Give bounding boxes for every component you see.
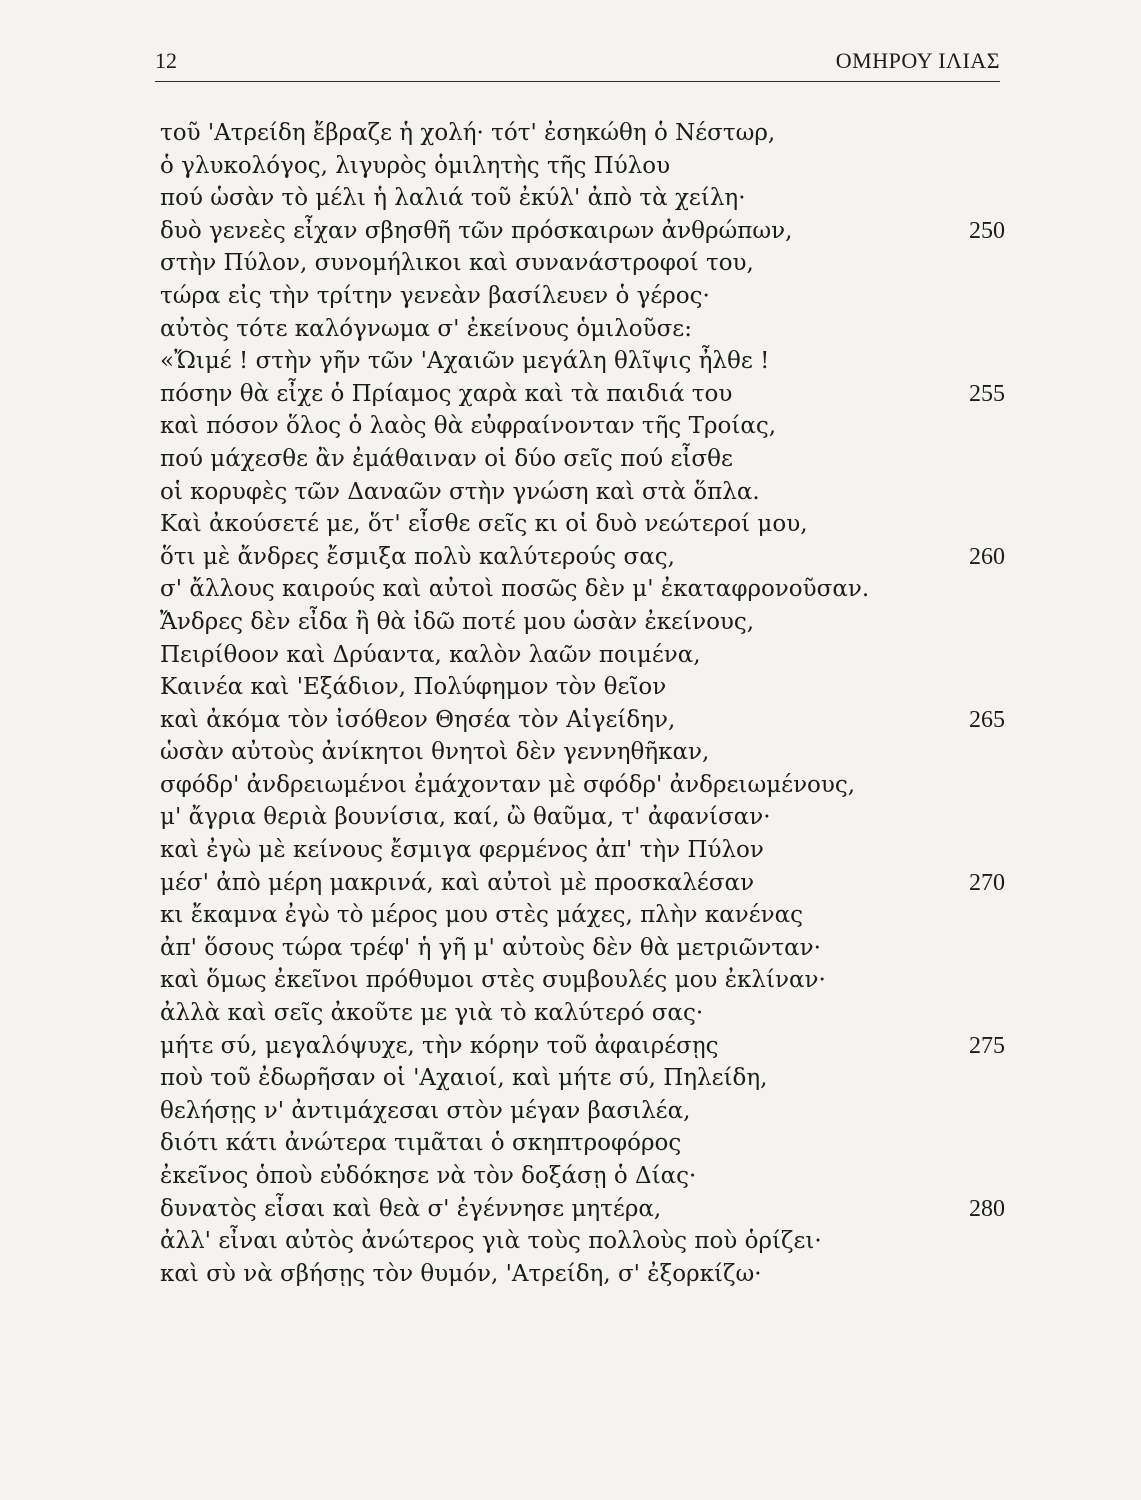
verse-line xyxy=(160,1030,1005,1063)
verse-line xyxy=(160,345,1005,378)
header-rule xyxy=(155,81,1000,82)
verse-line xyxy=(160,704,1005,737)
verse-line xyxy=(160,313,1005,346)
verse-line xyxy=(160,182,1005,215)
verse-text: σ' ἄλλους καιρούς καὶ αὐτοὶ ποσῶς δὲν μ' ἐκαταφρονοῦσαν. xyxy=(160,576,870,603)
verse-text: ἀλλὰ καὶ σεῖς ἀκοῦτε με γιὰ τὸ καλύτερό σας· xyxy=(160,1000,704,1027)
verse-text: καὶ ἀκόμα τὸν ἰσόθεον Θησέα τὸν Αἰγείδην, xyxy=(160,706,676,733)
verse-line xyxy=(160,834,1005,867)
verse-text: μέσ' ἀπὸ μέρη μακρινά, καὶ αὐτοὶ μὲ προσκαλέσαν xyxy=(160,869,755,896)
verse-line xyxy=(160,247,1005,280)
verse-text: καὶ σὺ νὰ σβήσῃς τὸν θυμόν, 'Ατρείδη, σ' ἐξορκίζω· xyxy=(160,1260,762,1287)
verse-line xyxy=(160,964,1005,997)
verse-line xyxy=(160,117,1005,150)
verse-line xyxy=(160,150,1005,183)
verse-line xyxy=(160,801,1005,834)
verse-text: καὶ πόσον ὅλος ὁ λαὸς θὰ εὐφραίνονταν τῆς Τροίας, xyxy=(160,413,777,440)
verse-text: καὶ ἐγὼ μὲ κείνους ἔσμιγα φερμένος ἀπ' τὴν Πύλον xyxy=(160,837,764,864)
verse-line xyxy=(160,443,1005,476)
verse-text: ποὺ τοῦ ἐδωρῆσαν οἱ 'Αχαιοί, καὶ μήτε σύ, Πηλείδη, xyxy=(160,1065,768,1092)
verse-text: ἐκεῖνος ὁποὺ εὐδόκησε νὰ τὸν δοξάσῃ ὁ Δίας· xyxy=(160,1163,697,1189)
verse-text: θελήσῃς ν' ἀντιμάχεσαι στὸν μέγαν βασιλέα, xyxy=(160,1097,691,1124)
verse-line xyxy=(160,280,1005,313)
verse-line xyxy=(160,867,1005,900)
verse-text: Ἄνδρες δὲν εἶδα ἢ θὰ ἰδῶ ποτέ μου ὡσὰν ἐκείνους, xyxy=(160,608,755,635)
verse-text: διότι κάτι ἀνώτερα τιμᾶται ὁ σκηπτροφόρος xyxy=(160,1130,682,1157)
verse-line xyxy=(160,1258,1005,1291)
verse-text: αὐτὸς τότε καλόγνωμα σ' ἐκείνους ὁμιλοῦσε: xyxy=(160,315,692,342)
verse-text: πού ὡσὰν τὸ μέλι ἡ λαλιά τοῦ ἐκύλ' ἀπὸ τὰ χείλη· xyxy=(160,185,746,212)
verse-line xyxy=(160,1160,1005,1193)
verse-text: σφόδρ' ἀνδρειωμένοι ἐμάχονταν μὲ σφόδρ' ἀνδρειωμένους, xyxy=(160,771,856,798)
verse-line xyxy=(160,606,1005,639)
line-number: 270 xyxy=(969,869,1005,896)
verse-text: πού μάχεσθε ἂν ἐμάθαιναν οἱ δύο σεῖς πού εἶσθε xyxy=(160,445,733,472)
line-number: 265 xyxy=(969,706,1005,733)
verse-text: στὴν Πύλον, συνομήλικοι καὶ συνανάστροφοί του, xyxy=(160,250,754,277)
verse-line xyxy=(160,769,1005,802)
page-header xyxy=(155,44,1000,80)
verse-line xyxy=(160,671,1005,704)
line-number: 280 xyxy=(969,1195,1005,1222)
verse-text: ὡσὰν αὐτοὺς ἀνίκητοι θνητοὶ δὲν γεννηθῆκαν, xyxy=(160,739,710,766)
line-number: 250 xyxy=(969,217,1005,244)
verse-line xyxy=(160,639,1005,672)
verse-line xyxy=(160,476,1005,509)
verse-text: ἀπ' ὅσους τώρα τρέφ' ἡ γῆ μ' αὐτοὺς δὲν θὰ μετριῶνταν· xyxy=(160,934,821,961)
line-number: 275 xyxy=(969,1032,1005,1059)
verse-text: οἱ κορυφὲς τῶν Δαναῶν στὴν γνώση καὶ στὰ ὅπλα. xyxy=(160,478,760,505)
verse-text: δυὸ γενεὲς εἶχαν σβησθῆ τῶν πρόσκαιρων ἀνθρώπων, xyxy=(160,217,793,244)
verse-line xyxy=(160,1062,1005,1095)
verse-line xyxy=(160,573,1005,606)
verse-text: δυνατὸς εἶσαι καὶ θεὰ σ' ἐγέννησε μητέρα, xyxy=(160,1195,662,1222)
verse-text: μ' ἄγρια θεριὰ βουνίσια, καί, ὢ θαῦμα, τ' ἀφανίσαν· xyxy=(160,804,771,831)
verse-text: μήτε σύ, μεγαλόψυχε, τὴν κόρην τοῦ ἀφαιρέσῃς xyxy=(160,1032,719,1059)
verse-text: Καινέα καὶ 'Εξάδιον, Πολύφημον τὸν θεῖον xyxy=(160,674,667,701)
verse-text: τώρα εἰς τὴν τρίτην γενεὰν βασίλευεν ὁ γέρος· xyxy=(160,282,710,309)
page-number: 12 xyxy=(155,48,177,73)
verse-line xyxy=(160,410,1005,443)
verse-text: πόσην θὰ εἶχε ὁ Πρίαμος χαρὰ καὶ τὰ παιδιά του xyxy=(160,380,733,407)
verse-line xyxy=(160,1095,1005,1128)
verse-text: ἀλλ' εἶναι αὐτὸς ἀνώτερος γιὰ τοὺς πολλοὺς ποὺ ὁρίζει· xyxy=(160,1228,822,1255)
verse-line xyxy=(160,1127,1005,1160)
verse-line xyxy=(160,1225,1005,1258)
verse-line xyxy=(160,932,1005,965)
verse-text: καὶ ὅμως ἐκεῖνοι πρόθυμοι στὲς συμβουλές μου ἐκλίναν· xyxy=(160,967,826,994)
verse-line xyxy=(160,541,1005,574)
verse-line xyxy=(160,378,1005,411)
verse-line xyxy=(160,899,1005,932)
line-number: 260 xyxy=(969,543,1005,570)
line-number: 255 xyxy=(969,380,1005,407)
verse-text: «Ὤιμέ ! στὴν γῆν τῶν 'Αχαιῶν μεγάλη θλῖψις ἦλθε ! xyxy=(160,348,770,375)
verse-line xyxy=(160,736,1005,769)
verse-text: Πειρίθοον καὶ Δρύαντα, καλὸν λαῶν ποιμένα, xyxy=(160,641,701,668)
verse-text: ὅτι μὲ ἄνδρες ἔσμιξα πολὺ καλύτερούς σας, xyxy=(160,543,675,570)
verse-text: κι ἔκαμνα ἐγὼ τὸ μέρος μου στὲς μάχες, πλὴν κανένας xyxy=(160,902,804,929)
verse-text: Καὶ ἀκούσετέ με, ὅτ' εἶσθε σεῖς κι οἱ δυὸ νεώτεροί μου, xyxy=(160,511,808,538)
running-title: ΟΜΗΡΟΥ ΙΛΙΑΣ xyxy=(835,48,1000,73)
verse-line xyxy=(160,997,1005,1030)
verse-line xyxy=(160,215,1005,248)
verse-text: ὁ γλυκολόγος, λιγυρὸς ὁμιλητὴς τῆς Πύλου xyxy=(160,152,671,179)
poem-body xyxy=(160,117,1005,1290)
verse-line xyxy=(160,508,1005,541)
verse-text: τοῦ 'Ατρείδη ἔβραζε ἡ χολή· τότ' ἐσηκώθη ὁ Νέστωρ, xyxy=(160,120,776,146)
verse-line xyxy=(160,1193,1005,1226)
